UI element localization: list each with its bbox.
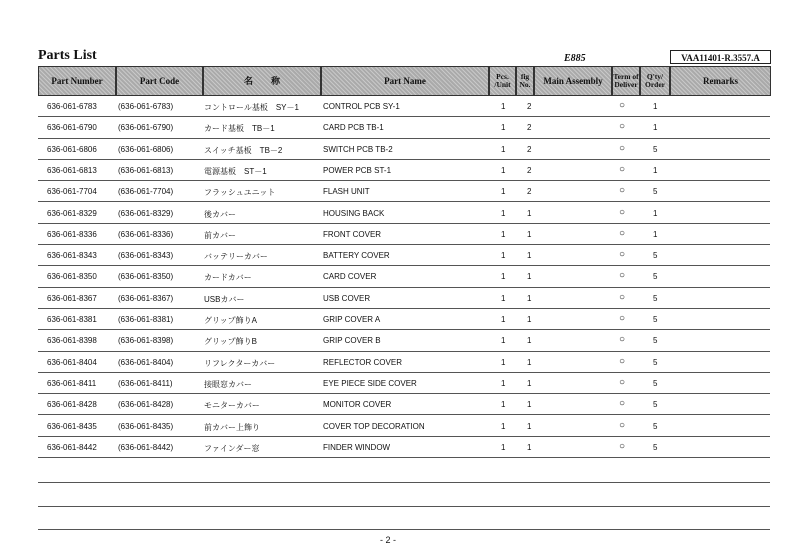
part-name-cell: BATTERY COVER [323, 251, 390, 261]
jp-name-cell: コントロール基板 SY－1 [204, 103, 299, 112]
term-of-deliver-cell: ○ [619, 227, 626, 239]
table-row [38, 309, 770, 330]
part-number-cell: 636-061-6813 [47, 165, 97, 175]
part-number-cell: 636-061-6790 [47, 123, 97, 133]
pcs-unit-cell: 1 [501, 165, 506, 175]
header-qty-order: Q'ty/ Order [640, 66, 670, 96]
jp-name-cell: フラッシュユニット [204, 188, 276, 198]
pcs-unit-cell: 1 [501, 421, 506, 431]
jp-name-cell: ファインダー窓 [204, 443, 260, 453]
qty-order-cell: 5 [653, 378, 658, 388]
jp-name-cell: グリップ飾りA [204, 316, 258, 325]
qty-order-cell: 1 [653, 165, 658, 175]
part-code-cell: (636-061-6813) [118, 165, 174, 175]
table-row [38, 352, 770, 373]
part-number-cell: 636-061-8411 [47, 378, 97, 388]
blank-row-line [38, 529, 770, 530]
part-name-cell: CARD COVER [323, 272, 377, 282]
part-number-cell: 636-061-6783 [47, 102, 97, 111]
part-number-cell: 636-061-8329 [47, 208, 97, 218]
term-of-deliver-cell: ○ [619, 313, 626, 324]
part-name-cell: POWER PCB ST-1 [323, 165, 392, 175]
part-code-cell: (636-061-6790) [118, 123, 174, 133]
pcs-unit-cell: 1 [501, 400, 506, 410]
table-row [38, 416, 770, 437]
term-of-deliver-cell: ○ [619, 185, 626, 197]
term-of-deliver-cell: ○ [619, 355, 626, 367]
page-title: Parts List [38, 48, 97, 63]
fig-no-cell: 2 [527, 144, 532, 154]
pcs-unit-cell: 1 [501, 123, 506, 133]
document-number: VAA11401-R.3557.A [670, 50, 771, 64]
jp-name-cell: カード基板 TB－1 [204, 124, 275, 134]
qty-order-cell: 5 [653, 315, 658, 324]
jp-name-cell: USBカバー [204, 294, 245, 304]
part-number-cell: 636-061-8350 [47, 272, 97, 282]
fig-no-cell: 1 [527, 336, 532, 346]
qty-order-cell: 5 [653, 272, 658, 282]
part-number-cell: 636-061-8428 [47, 400, 97, 410]
jp-name-cell: モニターカバー [204, 401, 260, 411]
part-name-cell: FRONT COVER [323, 229, 382, 239]
table-row [38, 245, 770, 266]
pcs-unit-cell: 1 [501, 187, 506, 197]
table-row [38, 437, 770, 458]
part-name-cell: USB COVER [323, 293, 371, 303]
qty-order-cell: 1 [653, 208, 658, 218]
pcs-unit-cell: 1 [501, 102, 506, 111]
part-code-cell: (636-061-6806) [118, 144, 174, 154]
pcs-unit-cell: 1 [501, 229, 506, 239]
header-part-name: Part Name [321, 66, 489, 96]
jp-name-cell: カードカバー [204, 273, 252, 283]
pcs-unit-cell: 1 [501, 442, 506, 452]
part-number-cell: 636-061-8404 [47, 357, 97, 367]
part-name-cell: HOUSING BACK [323, 208, 385, 218]
qty-order-cell: 5 [653, 336, 658, 346]
term-of-deliver-cell: ○ [619, 376, 626, 388]
jp-name-cell: 前カバー上飾り [204, 422, 260, 432]
part-code-cell: (636-061-8442) [118, 442, 174, 452]
model-name: E885 [564, 53, 586, 64]
table-row [38, 394, 770, 415]
pcs-unit-cell: 1 [501, 357, 506, 367]
part-name-cell: MONITOR COVER [323, 400, 392, 410]
part-code-cell: (636-061-8381) [118, 315, 174, 324]
part-number-cell: 636-061-6806 [47, 144, 97, 154]
term-of-deliver-cell: ○ [619, 100, 626, 111]
jp-name-cell: 電源基板 ST－1 [204, 166, 267, 176]
term-of-deliver-cell: ○ [619, 270, 626, 282]
fig-no-cell: 1 [527, 400, 532, 410]
term-of-deliver-cell: ○ [619, 163, 626, 175]
part-number-cell: 636-061-8435 [47, 421, 97, 431]
term-of-deliver-cell: ○ [619, 398, 626, 410]
part-name-cell: FLASH UNIT [323, 187, 370, 197]
part-name-cell: EYE PIECE SIDE COVER [323, 378, 417, 388]
part-name-cell: CARD PCB TB-1 [323, 123, 384, 133]
fig-no-cell: 1 [527, 272, 532, 282]
blank-row-line [38, 482, 770, 483]
part-number-cell: 636-061-8336 [47, 229, 97, 239]
pcs-unit-cell: 1 [501, 336, 506, 346]
part-code-cell: (636-061-8398) [118, 336, 174, 346]
part-number-cell: 636-061-7704 [47, 187, 97, 197]
jp-name-cell: スイッチ基板 TB－2 [204, 145, 283, 155]
header-part-number: Part Number [38, 66, 116, 96]
part-code-cell: (636-061-8350) [118, 272, 174, 282]
jp-name-cell: グリップ飾りB [204, 337, 258, 347]
table-row [38, 96, 770, 117]
term-of-deliver-cell: ○ [619, 121, 626, 133]
fig-no-cell: 2 [527, 102, 532, 111]
part-code-cell: (636-061-7704) [118, 187, 174, 197]
qty-order-cell: 1 [653, 123, 658, 133]
part-number-cell: 636-061-8398 [47, 336, 97, 346]
blank-row-line [38, 506, 770, 507]
part-number-cell: 636-061-8343 [47, 251, 97, 261]
qty-order-cell: 5 [653, 251, 658, 261]
fig-no-cell: 1 [527, 378, 532, 388]
part-name-cell: GRIP COVER A [323, 315, 381, 324]
fig-no-cell: 1 [527, 315, 532, 324]
pcs-unit-cell: 1 [501, 251, 506, 261]
pcs-unit-cell: 1 [501, 272, 506, 282]
table-row [38, 181, 770, 202]
term-of-deliver-cell: ○ [619, 419, 626, 431]
header-jp-name: 名 称 [203, 66, 321, 96]
pcs-unit-cell: 1 [501, 315, 506, 324]
qty-order-cell: 1 [653, 229, 658, 239]
qty-order-cell: 5 [653, 357, 658, 367]
pcs-unit-cell: 1 [501, 144, 506, 154]
part-code-cell: (636-061-8404) [118, 357, 174, 367]
jp-name-cell: 接眼窓カバー [204, 379, 252, 389]
jp-name-cell: バッテリーカバー [204, 252, 268, 262]
table-row [38, 139, 770, 160]
part-number-cell: 636-061-8367 [47, 293, 97, 303]
part-code-cell: (636-061-6783) [118, 102, 174, 111]
part-code-cell: (636-061-8428) [118, 400, 174, 410]
fig-no-cell: 1 [527, 293, 532, 303]
table-row [38, 266, 770, 287]
header-main-assembly: Main Assembly [534, 66, 612, 96]
term-of-deliver-cell: ○ [619, 291, 626, 303]
table-row [38, 203, 770, 224]
term-of-deliver-cell: ○ [619, 249, 626, 261]
table-row [38, 160, 770, 181]
header-part-code: Part Code [116, 66, 203, 96]
header-remarks: Remarks [670, 66, 771, 96]
qty-order-cell: 1 [653, 102, 658, 111]
qty-order-cell: 5 [653, 442, 658, 452]
part-code-cell: (636-061-8336) [118, 229, 174, 239]
qty-order-cell: 5 [653, 293, 658, 303]
part-name-cell: GRIP COVER B [323, 336, 381, 346]
header-fig-no: fig No. [516, 66, 534, 96]
header-pcs-unit: Pcs. /Unit [489, 66, 516, 96]
qty-order-cell: 5 [653, 400, 658, 410]
table-row [38, 330, 770, 351]
table-row [38, 117, 770, 138]
part-name-cell: COVER TOP DECORATION [323, 421, 425, 431]
part-number-cell: 636-061-8381 [47, 315, 97, 324]
part-number-cell: 636-061-8442 [47, 442, 97, 452]
fig-no-cell: 2 [527, 165, 532, 175]
term-of-deliver-cell: ○ [619, 440, 626, 452]
table-row [38, 288, 770, 309]
table-row [38, 373, 770, 394]
table-row [38, 224, 770, 245]
jp-name-cell: リフレクターカバー [204, 358, 276, 368]
fig-no-cell: 1 [527, 251, 532, 261]
part-name-cell: FINDER WINDOW [323, 442, 391, 452]
part-name-cell: SWITCH PCB TB-2 [323, 144, 393, 154]
fig-no-cell: 1 [527, 208, 532, 218]
pcs-unit-cell: 1 [501, 378, 506, 388]
term-of-deliver-cell: ○ [619, 206, 626, 218]
jp-name-cell: 後カバー [204, 209, 236, 219]
qty-order-cell: 5 [653, 144, 658, 154]
jp-name-cell: 前カバー [204, 230, 236, 240]
part-code-cell: (636-061-8435) [118, 421, 174, 431]
term-of-deliver-cell: ○ [619, 142, 626, 154]
part-code-cell: (636-061-8411) [118, 378, 173, 388]
fig-no-cell: 1 [527, 421, 532, 431]
page-number: - 2 - [380, 535, 397, 545]
part-code-cell: (636-061-8329) [118, 208, 174, 218]
qty-order-cell: 5 [653, 187, 658, 197]
fig-no-cell: 2 [527, 123, 532, 133]
pcs-unit-cell: 1 [501, 208, 506, 218]
part-name-cell: CONTROL PCB SY-1 [323, 102, 400, 111]
qty-order-cell: 5 [653, 421, 658, 431]
pcs-unit-cell: 1 [501, 293, 506, 303]
fig-no-cell: 1 [527, 229, 532, 239]
header-term-of-deliver: Term of Deliver [612, 66, 640, 96]
part-name-cell: REFLECTOR COVER [323, 357, 402, 367]
fig-no-cell: 2 [527, 187, 532, 197]
fig-no-cell: 1 [527, 357, 532, 367]
fig-no-cell: 1 [527, 442, 532, 452]
part-code-cell: (636-061-8343) [118, 251, 174, 261]
part-code-cell: (636-061-8367) [118, 293, 174, 303]
term-of-deliver-cell: ○ [619, 334, 626, 346]
